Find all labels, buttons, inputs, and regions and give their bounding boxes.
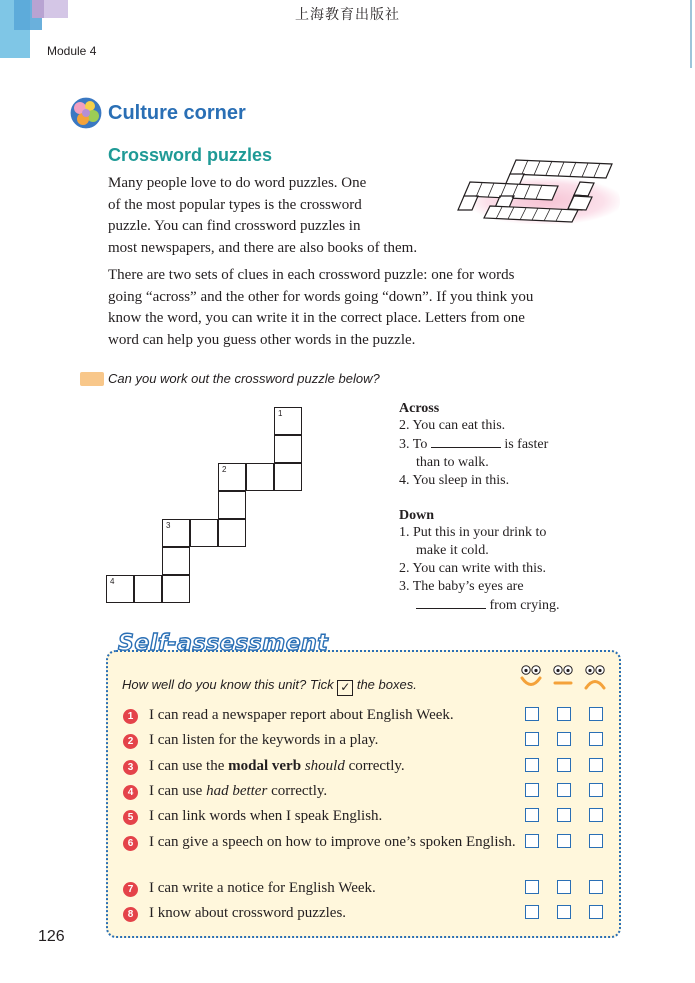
clues-heading: Across (399, 401, 440, 416)
crossword-cell[interactable] (218, 463, 246, 491)
item-text-italic: had better (206, 783, 268, 799)
item-text: I can link words when I speak English. (149, 808, 383, 824)
section-title: Culture corner (108, 102, 246, 124)
crossword-question: Can you work out the crossword puzzle below? (108, 371, 380, 386)
item-text: I can give a speech on how to improve one’s spoken English. (149, 834, 516, 850)
crossword-cell[interactable] (274, 407, 302, 435)
clue: than to walk. (416, 455, 489, 470)
clue-number: 1 (278, 409, 283, 418)
checkbox-neutral[interactable] (557, 808, 571, 822)
clue: make it cold. (416, 543, 489, 558)
self-assessment-question (122, 677, 417, 696)
item-number: 8 (123, 907, 138, 922)
clues-paragraph (108, 265, 628, 351)
crossword-cell[interactable] (218, 519, 246, 547)
paragraph-line: There are two sets of clues in each crossword puzzle: one for words (108, 267, 515, 283)
item-number: 4 (123, 785, 138, 800)
item-text: I can write a notice for English Week. (149, 880, 376, 896)
sad-face-icon (584, 665, 606, 691)
item-text (149, 781, 521, 802)
crossword-cell[interactable] (274, 435, 302, 463)
checkbox-happy[interactable] (525, 834, 539, 848)
crossword-cell[interactable] (134, 575, 162, 603)
clue: 1. Put this in your drink to (399, 525, 547, 540)
tick-icon: ✓ (337, 680, 353, 696)
publisher-name: 上海教育出版社 (295, 8, 400, 23)
checkbox-neutral[interactable] (557, 758, 571, 772)
item-text-part: correctly. (344, 758, 405, 774)
question-text: How well do you know this unit? Tick (122, 677, 334, 692)
item-text (149, 756, 521, 777)
question-marker (80, 372, 104, 386)
crossword-cell[interactable] (106, 575, 134, 603)
clue (399, 435, 639, 454)
clue-number: 3 (166, 521, 171, 530)
checkbox-sad[interactable] (589, 732, 603, 746)
item-text: I can read a newspaper report about English Week. (149, 707, 454, 723)
checkbox-neutral[interactable] (557, 732, 571, 746)
answer-blank (431, 435, 501, 448)
item-number: 1 (123, 709, 138, 724)
checkbox-sad[interactable] (589, 905, 603, 919)
item-number: 7 (123, 882, 138, 897)
checkbox-sad[interactable] (589, 783, 603, 797)
clues-heading: Down (399, 508, 435, 523)
paragraph-line: know the word, you can write it in the correct place. Letters from one (108, 310, 525, 326)
neutral-face-icon (552, 665, 574, 691)
checkbox-sad[interactable] (589, 758, 603, 772)
checkbox-happy[interactable] (525, 880, 539, 894)
clues-across (399, 401, 639, 490)
question-text: the boxes. (356, 677, 417, 692)
item-text-part: correctly. (267, 783, 328, 799)
item-text: I know about crossword puzzles. (149, 905, 347, 921)
checkbox-sad[interactable] (589, 834, 603, 848)
clue-number: 2 (222, 465, 227, 474)
clue-text: 3. To (399, 437, 428, 452)
self-assessment-title: Self-assessment (118, 631, 329, 656)
clue-number: 4 (110, 577, 115, 586)
clue: 2. You can eat this. (399, 418, 506, 433)
checkbox-neutral[interactable] (557, 834, 571, 848)
crossword-cell[interactable] (190, 519, 218, 547)
checkbox-neutral[interactable] (557, 905, 571, 919)
item-number: 2 (123, 734, 138, 749)
checkbox-neutral[interactable] (557, 880, 571, 894)
page-number: 126 (38, 928, 65, 945)
checkbox-happy[interactable] (525, 808, 539, 822)
answer-blank (416, 596, 486, 609)
checkbox-sad[interactable] (589, 880, 603, 894)
crossword-cell[interactable] (162, 519, 190, 547)
paragraph-line: going “across” and the other for words going “down”. If you think you (108, 288, 534, 305)
checkbox-happy[interactable] (525, 905, 539, 919)
item-number: 6 (123, 836, 138, 851)
item-text-part: I can use (149, 783, 207, 799)
crossword-cell[interactable] (218, 491, 246, 519)
crossword-cell[interactable] (246, 463, 274, 491)
paragraph-line: word can help you guess other words in the puzzle. (108, 331, 416, 348)
module-label: Module 4 (47, 44, 97, 58)
paragraph-line: of the most popular types is the crossword (108, 196, 362, 213)
item-text-part: I can use the (149, 758, 229, 774)
paragraph-line: puzzle. You can find crossword puzzles in (108, 218, 361, 234)
paragraph-line: Many people love to do word puzzles. One (108, 175, 367, 191)
happy-face-icon (520, 665, 542, 691)
clue: 4. You sleep in this. (399, 473, 510, 488)
checkbox-happy[interactable] (525, 783, 539, 797)
item-text: I can listen for the keywords in a play. (149, 732, 379, 748)
clue-text: from crying. (489, 598, 560, 613)
item-text-bold: modal verb (228, 758, 302, 774)
intro-paragraph (108, 173, 438, 259)
section-heading: Crossword puzzles (108, 145, 273, 165)
crossword-illustration (440, 152, 620, 224)
item-text-italic: should (301, 758, 345, 774)
clue (399, 596, 639, 615)
paragraph-line: most newspapers, and there are also books of them. (108, 239, 418, 256)
crossword-cell[interactable] (162, 547, 190, 575)
clue: 3. The baby’s eyes are (399, 579, 524, 594)
checkbox-happy[interactable] (525, 758, 539, 772)
checkbox-happy[interactable] (525, 732, 539, 746)
crossword-cell[interactable] (274, 463, 302, 491)
checkbox-sad[interactable] (589, 808, 603, 822)
checkbox-sad[interactable] (589, 707, 603, 721)
crossword-cell[interactable] (162, 575, 190, 603)
clue: 2. You can write with this. (399, 561, 546, 576)
clue-text: is faster (504, 437, 549, 452)
item-number: 3 (123, 760, 138, 775)
clues-down (399, 508, 639, 615)
checkbox-neutral[interactable] (557, 707, 571, 721)
checkbox-happy[interactable] (525, 707, 539, 721)
item-number: 5 (123, 810, 138, 825)
globe-icon (69, 96, 103, 130)
checkbox-neutral[interactable] (557, 783, 571, 797)
